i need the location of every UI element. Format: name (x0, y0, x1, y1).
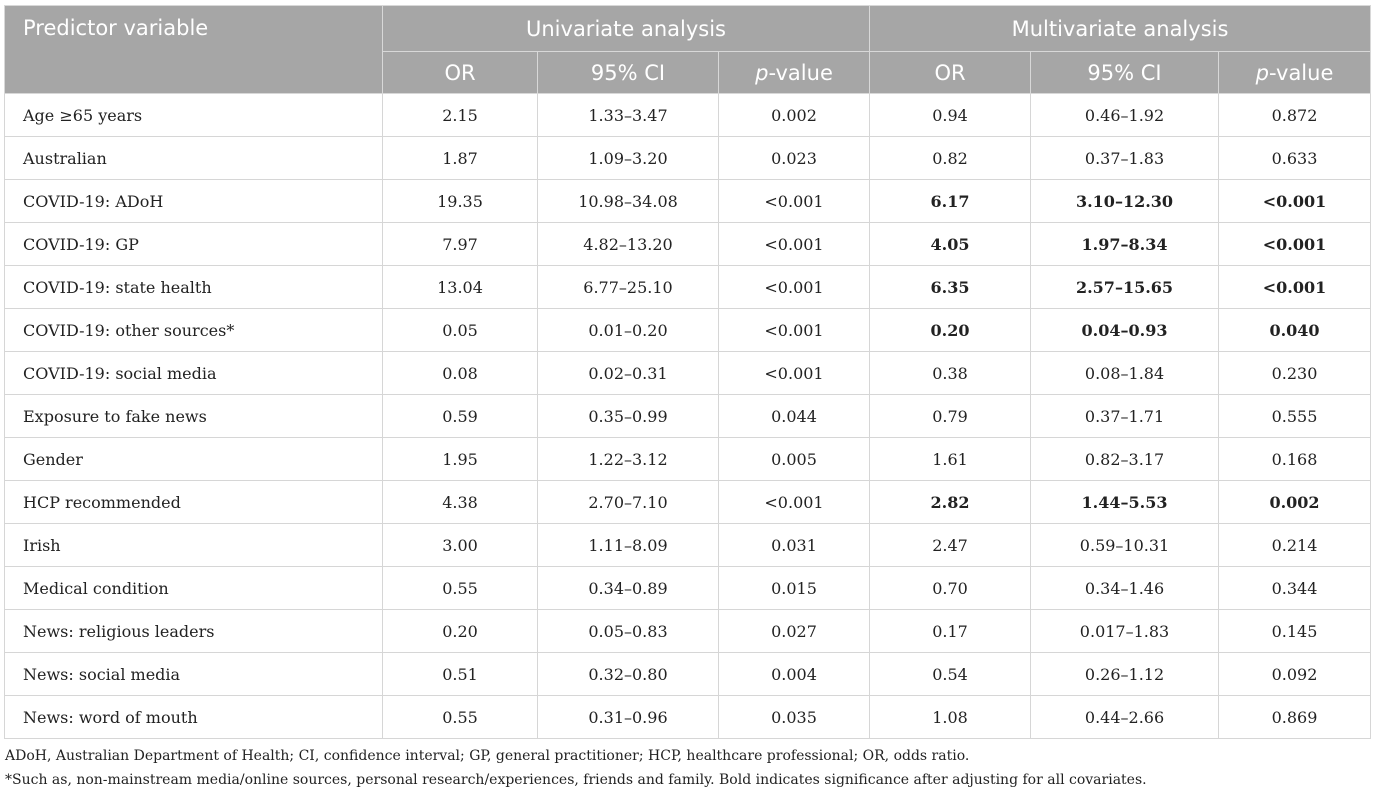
multivariate-p-cell: 0.633 (1219, 137, 1371, 180)
table-row (5, 481, 1371, 524)
univariate-ci-cell: 0.35–0.99 (538, 395, 719, 438)
univariate-p-cell: 0.005 (719, 438, 870, 481)
univariate-p-cell: 0.044 (719, 395, 870, 438)
univariate-ci-cell: 10.98–34.08 (538, 180, 719, 223)
p-italic: p (1255, 60, 1269, 85)
multivariate-p-cell: 0.555 (1219, 395, 1371, 438)
univariate-p-cell: 0.027 (719, 610, 870, 653)
table-row (5, 266, 1371, 309)
predictor-cell: COVID-19: other sources* (5, 309, 383, 352)
predictor-cell: News: religious leaders (5, 610, 383, 653)
univariate-or-cell: 13.04 (383, 266, 538, 309)
table-row (5, 438, 1371, 481)
predictor-cell: COVID-19: state health (5, 266, 383, 309)
univariate-p-cell: 0.031 (719, 524, 870, 567)
multivariate-header: Multivariate analysis (870, 6, 1371, 52)
predictor-cell: Gender (5, 438, 383, 481)
multivariate-p-cell: 0.145 (1219, 610, 1371, 653)
predictor-cell: Exposure to fake news (5, 395, 383, 438)
univariate-p-cell: <0.001 (719, 481, 870, 524)
multivariate-p-cell: 0.344 (1219, 567, 1371, 610)
multivariate-ci-cell: 0.37–1.83 (1031, 137, 1219, 180)
univariate-ci-cell: 0.31–0.96 (538, 696, 719, 739)
univariate-ci-cell: 1.11–8.09 (538, 524, 719, 567)
p-suffix: -value (768, 60, 833, 85)
univariate-p-cell: <0.001 (719, 309, 870, 352)
multivariate-or-cell: 0.82 (870, 137, 1031, 180)
multivariate-p-cell: 0.040 (1219, 309, 1371, 352)
table-body (5, 94, 1371, 739)
multivariate-or-cell: 4.05 (870, 223, 1031, 266)
abbreviations-note: ADoH, Australian Department of Health; CI, confidence interval; GP, general practitioner; HCP, healthcare professional; OR, odds ratio. (5, 748, 970, 764)
univariate-p-cell: 0.002 (719, 94, 870, 137)
table-row (5, 567, 1371, 610)
univariate-ci-cell: 0.01–0.20 (538, 309, 719, 352)
multivariate-or-cell: 0.94 (870, 94, 1031, 137)
multivariate-p-cell: <0.001 (1219, 223, 1371, 266)
multivariate-or-cell: 1.61 (870, 438, 1031, 481)
table-row (5, 180, 1371, 223)
univariate-p-cell: <0.001 (719, 223, 870, 266)
table-row (5, 309, 1371, 352)
multivariate-or-cell: 0.20 (870, 309, 1031, 352)
multivariate-ci-cell: 2.57–15.65 (1031, 266, 1219, 309)
multivariate-or-cell: 2.82 (870, 481, 1031, 524)
multivariate-p-header (1219, 52, 1371, 94)
univariate-ci-header: 95% CI (538, 52, 719, 94)
univariate-p-cell: <0.001 (719, 352, 870, 395)
multivariate-p-cell: 0.168 (1219, 438, 1371, 481)
univariate-p-cell: 0.035 (719, 696, 870, 739)
multivariate-ci-cell: 0.34–1.46 (1031, 567, 1219, 610)
univariate-or-cell: 2.15 (383, 94, 538, 137)
multivariate-or-cell: 0.38 (870, 352, 1031, 395)
univariate-ci-cell: 6.77–25.10 (538, 266, 719, 309)
univariate-or-cell: 1.87 (383, 137, 538, 180)
multivariate-ci-cell: 0.017–1.83 (1031, 610, 1219, 653)
multivariate-ci-cell: 0.59–10.31 (1031, 524, 1219, 567)
table-row (5, 352, 1371, 395)
multivariate-or-cell: 0.54 (870, 653, 1031, 696)
multivariate-ci-cell: 0.44–2.66 (1031, 696, 1219, 739)
table-row (5, 395, 1371, 438)
univariate-ci-cell: 4.82–13.20 (538, 223, 719, 266)
univariate-p-cell: 0.023 (719, 137, 870, 180)
predictor-cell: HCP recommended (5, 481, 383, 524)
univariate-ci-cell: 0.05–0.83 (538, 610, 719, 653)
univariate-or-cell: 0.20 (383, 610, 538, 653)
multivariate-ci-cell: 0.04–0.93 (1031, 309, 1219, 352)
univariate-or-cell: 7.97 (383, 223, 538, 266)
multivariate-p-cell: 0.872 (1219, 94, 1371, 137)
multivariate-or-cell: 6.17 (870, 180, 1031, 223)
univariate-header: Univariate analysis (383, 6, 870, 52)
multivariate-ci-cell: 1.97–8.34 (1031, 223, 1219, 266)
multivariate-ci-cell: 0.37–1.71 (1031, 395, 1219, 438)
predictor-cell: News: word of mouth (5, 696, 383, 739)
table-header (5, 6, 1371, 94)
table-row (5, 223, 1371, 266)
univariate-or-cell: 0.08 (383, 352, 538, 395)
univariate-ci-cell: 0.02–0.31 (538, 352, 719, 395)
multivariate-ci-cell: 0.08–1.84 (1031, 352, 1219, 395)
univariate-or-cell: 0.55 (383, 696, 538, 739)
univariate-or-cell: 4.38 (383, 481, 538, 524)
multivariate-or-cell: 0.17 (870, 610, 1031, 653)
univariate-or-cell: 19.35 (383, 180, 538, 223)
univariate-p-cell: 0.004 (719, 653, 870, 696)
predictor-cell: Australian (5, 137, 383, 180)
univariate-ci-cell: 1.33–3.47 (538, 94, 719, 137)
univariate-or-cell: 0.59 (383, 395, 538, 438)
multivariate-ci-cell: 0.46–1.92 (1031, 94, 1219, 137)
table-row (5, 524, 1371, 567)
univariate-ci-cell: 0.34–0.89 (538, 567, 719, 610)
multivariate-p-cell: 0.092 (1219, 653, 1371, 696)
predictor-cell: Irish (5, 524, 383, 567)
univariate-or-cell: 1.95 (383, 438, 538, 481)
predictor-cell: Age ≥65 years (5, 94, 383, 137)
p-italic: p (755, 60, 769, 85)
predictor-cell: COVID-19: GP (5, 223, 383, 266)
multivariate-p-cell: 0.214 (1219, 524, 1371, 567)
multivariate-or-cell: 2.47 (870, 524, 1031, 567)
significance-note: *Such as, non-mainstream media/online sources, personal research/experiences, friends and family. Bold indicates significance after adjusting for all covariates. (5, 772, 1147, 788)
table-row (5, 137, 1371, 180)
univariate-ci-cell: 0.32–0.80 (538, 653, 719, 696)
multivariate-ci-cell: 3.10–12.30 (1031, 180, 1219, 223)
univariate-ci-cell: 1.09–3.20 (538, 137, 719, 180)
multivariate-ci-header: 95% CI (1031, 52, 1219, 94)
multivariate-p-cell: 0.002 (1219, 481, 1371, 524)
predictor-cell: Medical condition (5, 567, 383, 610)
multivariate-ci-cell: 0.26–1.12 (1031, 653, 1219, 696)
univariate-or-header: OR (383, 52, 538, 94)
univariate-or-cell: 0.05 (383, 309, 538, 352)
results-table (4, 5, 1371, 739)
univariate-p-cell: <0.001 (719, 180, 870, 223)
table-row (5, 696, 1371, 739)
table-row (5, 653, 1371, 696)
multivariate-ci-cell: 1.44–5.53 (1031, 481, 1219, 524)
predictor-cell: COVID-19: ADoH (5, 180, 383, 223)
predictor-header: Predictor variable (5, 6, 383, 94)
predictor-cell: News: social media (5, 653, 383, 696)
table-row (5, 94, 1371, 137)
multivariate-p-cell: 0.230 (1219, 352, 1371, 395)
multivariate-p-cell: 0.869 (1219, 696, 1371, 739)
univariate-or-cell: 0.51 (383, 653, 538, 696)
multivariate-ci-cell: 0.82–3.17 (1031, 438, 1219, 481)
multivariate-p-cell: <0.001 (1219, 180, 1371, 223)
multivariate-or-cell: 0.70 (870, 567, 1031, 610)
univariate-or-cell: 3.00 (383, 524, 538, 567)
univariate-p-cell: <0.001 (719, 266, 870, 309)
multivariate-or-cell: 6.35 (870, 266, 1031, 309)
predictor-cell: COVID-19: social media (5, 352, 383, 395)
multivariate-or-header: OR (870, 52, 1031, 94)
univariate-or-cell: 0.55 (383, 567, 538, 610)
univariate-p-cell: 0.015 (719, 567, 870, 610)
multivariate-or-cell: 1.08 (870, 696, 1031, 739)
univariate-ci-cell: 2.70–7.10 (538, 481, 719, 524)
univariate-p-header (719, 52, 870, 94)
univariate-ci-cell: 1.22–3.12 (538, 438, 719, 481)
multivariate-p-cell: <0.001 (1219, 266, 1371, 309)
table-footnotes (5, 744, 1371, 792)
table-row (5, 610, 1371, 653)
p-suffix: -value (1269, 60, 1334, 85)
multivariate-or-cell: 0.79 (870, 395, 1031, 438)
